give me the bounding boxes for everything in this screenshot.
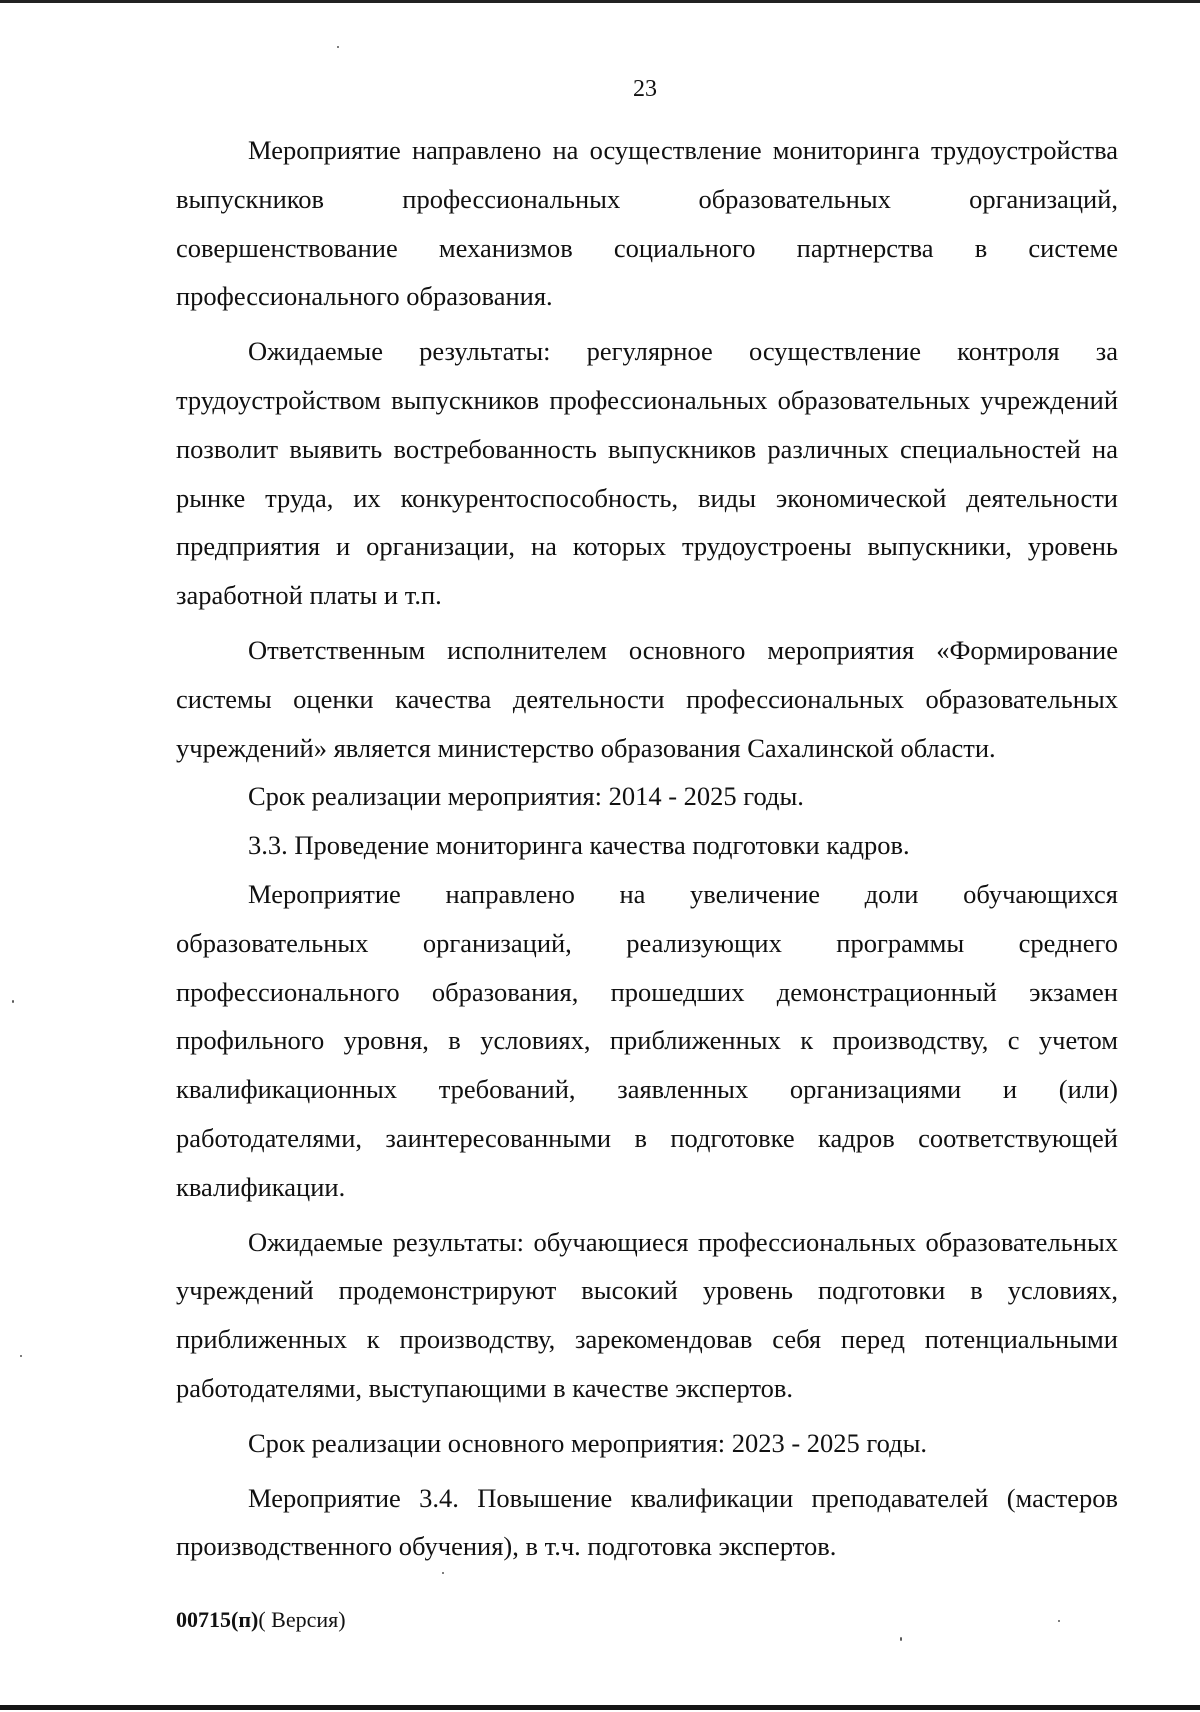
paragraph-implementation-period-1: Срок реализации мероприятия: 2014 - 2025 годы. — [248, 781, 804, 812]
scan-speck — [442, 1572, 444, 1574]
paragraph-section-3-3-heading: 3.3. Проведение мониторинга качества подготовки кадров. — [248, 830, 910, 861]
paragraph-expected-results-training: Ожидаемые результаты: обучающиеся профессиональных образовательных учреждений продемонстрируют высокий уровень подготовки в условиях, приближенных к производству, зарекомендовав себя перед потенциальными работодателями, выступающими в качестве экспертов. — [176, 1226, 1118, 1403]
footer-version: ( Версия) — [258, 1607, 346, 1632]
scan-speck — [337, 46, 339, 48]
scan-speck — [900, 1637, 902, 1641]
footer-code: 00715(п) — [176, 1607, 259, 1632]
paragraph-demo-exam: Мероприятие направлено на увеличение доли обучающихся образовательных организаций, реализующих программы среднего профессионального образования, прошедших демонстрационный экзамен профильного уровня, в условиях, приближенных к производству, с учетом квалификационных требований, заявленных организациями и (или) работодателями, заинтересованными в подготовке кадров соответствующей квалификации. — [176, 878, 1118, 1202]
scan-speck — [20, 1355, 22, 1357]
paragraph-responsible-executor: Ответственным исполнителем основного мероприятия «Формирование системы оценки качества деятельности профессиональных образовательных учреждений» является министерство образования Сахалинской области. — [176, 634, 1118, 763]
page-number: 23 — [633, 76, 657, 102]
paragraph-section-3-4-heading: Мероприятие 3.4. Повышение квалификации преподавателей (мастеров производственного обучения), в т.ч. подготовка экспертов. — [176, 1482, 1118, 1562]
bottom-border-line — [0, 1705, 1200, 1710]
document-body — [176, 126, 1118, 1571]
scan-speck — [12, 1000, 14, 1003]
footer-document-code — [176, 1606, 346, 1634]
paragraph-expected-results-employment: Ожидаемые результаты: регулярное осуществление контроля за трудоустройством выпускников профессиональных образовательных учреждений позволит выявить востребованность выпускников различных специальностей на рынке труда, их конкурентоспособность, виды экономической деятельности предприятия и организации, на которых трудоустроены выпускники, уровень заработной платы и т.п. — [176, 336, 1118, 611]
paragraph-monitoring-employment: Мероприятие направлено на осуществление мониторинга трудоустройства выпускников профессиональных образовательных организаций, совершенствование механизмов социального партнерства в системе профессионального образования. — [176, 135, 1118, 312]
top-border-line — [0, 0, 1200, 3]
paragraph-implementation-period-2: Срок реализации основного мероприятия: 2023 - 2025 годы. — [248, 1427, 928, 1458]
scan-speck — [1058, 1620, 1060, 1622]
